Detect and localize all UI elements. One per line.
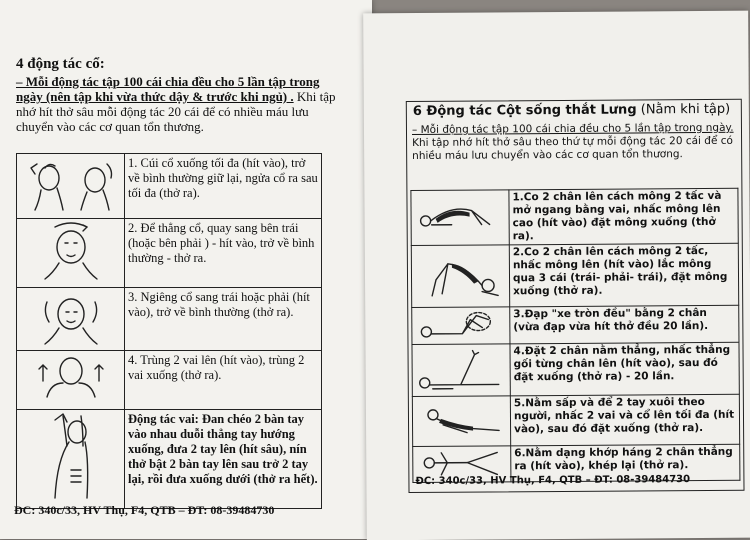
intro-rest: Khi tập nhớ hít thở sâu theo thứ tự mỗi động tác 20 cái để có nhiều máu lưu chuyển vào các cơ quan tổn thương. (412, 134, 733, 163)
lumbar-exercises-box (406, 99, 745, 493)
intro-underlined: – Mỗi động tác tập 100 cái chia đều cho 5 lần tập trong ngày (nên tập khi vừa thức dậy & trước khi ngủ) . (16, 74, 320, 104)
table-row (412, 394, 739, 446)
exercise-number: 5. (513, 397, 526, 410)
exercise-number: 6. (514, 447, 526, 460)
table-row (17, 410, 322, 509)
exercise-text: 4. Trùng 2 vai lên (hít vào), trùng 2 vai xuống (thở ra). (125, 351, 322, 410)
exercise-text: 3. Ngiêng cổ sang trái hoặc phải (hít vào), trở về bình thường (thở ra). (125, 288, 322, 351)
exercise-text: 1. Cúi cổ xuống tối đa (hít vào), trở về bình thường giữ lại, ngửa cổ ra sau tối đa (thở ra). (125, 154, 322, 219)
head-bend-forward-illustration (17, 154, 125, 219)
right-sheet (363, 11, 750, 540)
table-row (412, 305, 739, 344)
intro-rest: Khi tập nhớ hít thở sâu mỗi động tác 20 cái để có nhiều máu lưu chuyển vào các cơ quan tổn thương. (16, 89, 336, 134)
exercise-text (510, 342, 739, 396)
table-row (17, 154, 322, 219)
lumbar-exercise-table (410, 188, 740, 483)
head-turn-illustration (17, 288, 125, 351)
arm-stretch-illustration (17, 410, 125, 509)
exercise-text (510, 305, 739, 344)
exercise-description: Đặt 2 chân nằm thẳng, nhấc thẳng gối từng chân lên (hít vào), sau đó đặt xuống (thở ra) - 20 lần. (513, 343, 731, 384)
exercise-text: Động tác vai: Đan chéo 2 bàn tay vào nhau duỗi thẳng tay hướng xuống, đưa 2 tay lên (hít sâu), nín thở bật 2 bàn tay lên sau trở 2 tay lại, rồi đưa xuống dưới (thở ra hết). (125, 410, 322, 509)
exercise-text: 2. Để thẳng cổ, quay sang bên trái (hoặc bên phải ) - hít vào, trở về bình thường - thở ra. (125, 219, 322, 288)
neck-exercises-intro (16, 74, 346, 134)
lumbar-exercises-intro (412, 122, 734, 163)
exercise-text (510, 394, 739, 446)
exercise-description: Đạp "xe tròn đều" bằng 2 chân (vừa đạp vừa hít thở đều 20 lần). (513, 306, 709, 334)
intro-underlined: – Mỗi động tác tập 100 cái chia đều cho 5 lần tập trong ngày. (411, 121, 734, 137)
title-bold: 6 Động tác Cột sống thắt Lưng (412, 102, 637, 120)
lumbar-exercises-title (413, 102, 730, 119)
left-sheet (0, 0, 372, 539)
address-footer: ĐC: 340c/33, HV Thụ, F4, QTB – ĐT: 08-39484730 (415, 474, 691, 487)
table-row (412, 342, 739, 396)
shoulder-shrug-illustration (17, 351, 125, 410)
leg-raise-illustration (412, 344, 510, 397)
title-rest: (Nằm khi tập) (636, 101, 731, 118)
address-footer: ĐC: 340c/33, HV Thụ, F4, QTB – ĐT: 08-39484730 (14, 503, 275, 517)
cycling-legs-illustration (412, 307, 510, 345)
exercise-number: 4. (513, 345, 525, 358)
bridge-lift-illustration (411, 190, 509, 246)
table-row (411, 188, 738, 245)
hip-rock-illustration (411, 245, 509, 308)
table-row (411, 243, 738, 307)
neck-exercises-title: 4 động tác cổ: (16, 56, 105, 72)
neck-exercise-table (16, 153, 322, 509)
prone-lift-illustration (412, 396, 510, 447)
exercise-number: 2. (512, 246, 525, 259)
exercise-description: Nằm dạng khớp háng 2 chân thẳng ra (hít vào), khép lại (thở ra). (514, 445, 733, 473)
table-row (17, 219, 322, 288)
exercise-number: 1. (512, 191, 524, 204)
head-tilt-side-illustration (17, 219, 125, 288)
table-row (17, 351, 322, 410)
exercise-description: Nằm sấp và để 2 tay xuôi theo người, nhấc 2 vai và cổ lên tối đa (hít vào), sau đó đặt xuống (thở ra). (513, 395, 735, 436)
exercise-description: Co 2 chân lên cách mông 2 tấc và mở ngang bằng vai, nhấc mông lên cao (hít vào) đặt mông xuống (thở ra). (512, 189, 722, 243)
exercise-description: Co 2 chân lên cách mông 2 tấc, nhấc mông lên (hít vào) lắc mông qua 3 cái (trái- phải- trái), đặt mông xuống (thở ra). (512, 244, 728, 298)
table-row (17, 288, 322, 351)
exercise-number: 3. (513, 308, 525, 321)
exercise-text (509, 243, 738, 307)
exercise-text (509, 188, 738, 245)
